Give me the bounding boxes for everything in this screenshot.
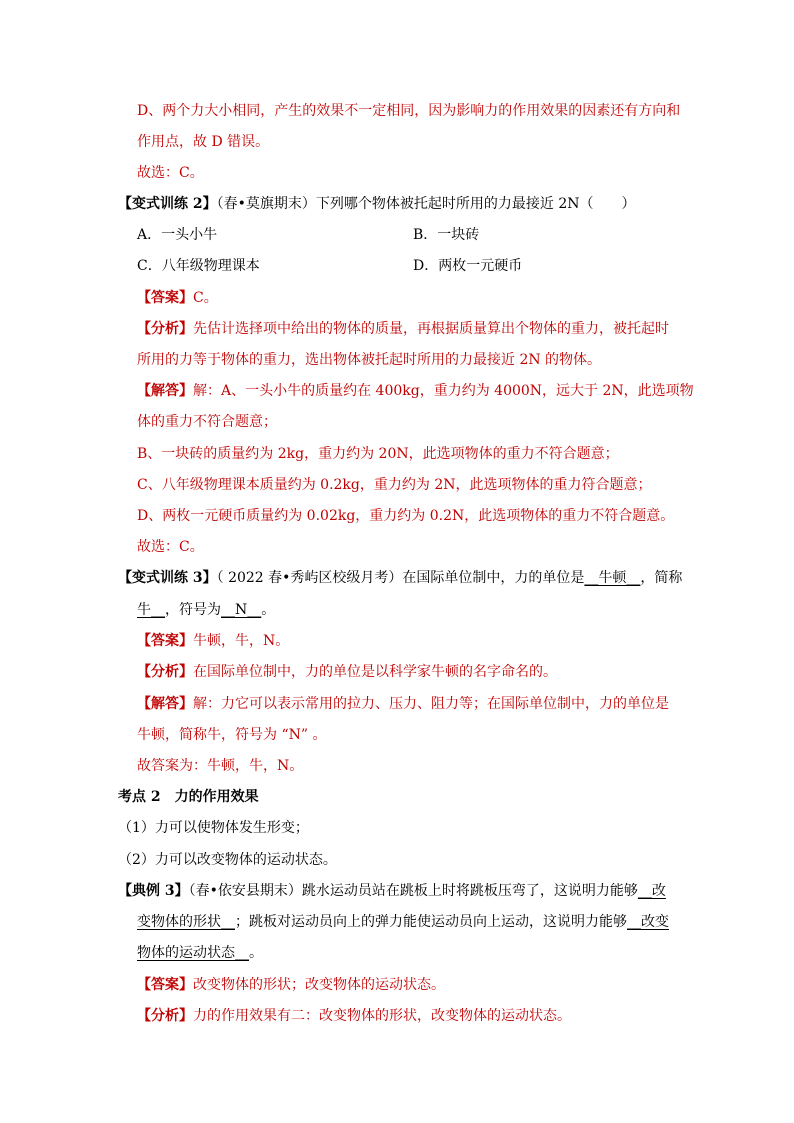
answer-2 <box>137 288 218 308</box>
question-3-stem-line2 <box>137 600 275 620</box>
choose-statement-2: 故选：C。 <box>137 539 204 555</box>
solution-2-c: C、八年级物理课本质量约为 0.2kg，重力约为 2N，此选项物体的重力符合题意； <box>137 477 652 493</box>
option-d-explanation-line1: D、两个力大小相同，产生的效果不一定相同，因为影响力的作用效果的因素还有方向和 <box>137 103 681 119</box>
answer-text: 改变物体的形状；改变物体的运动状态。 <box>193 977 445 993</box>
solution-3-line1 <box>137 694 669 714</box>
answer-text: C。 <box>193 290 218 306</box>
question-2-label: 【变式训练 2】 <box>118 196 217 212</box>
analysis-text: 在国际单位制中，力的单位是以科学家牛顿的名字命名的。 <box>193 664 557 680</box>
solution-tag: 【解答】 <box>137 696 193 712</box>
solution-2-b: B、一块砖的质量约为 2kg，重力约为 20N，此选项物体的重力不符合题意； <box>137 446 619 462</box>
option-d-explanation-line2: 作用点，故 D 错误。 <box>137 134 270 150</box>
solution-3-line2: 牛顿，简称牛，符号为 “N” 。 <box>137 727 327 743</box>
question-2-stem <box>118 194 636 214</box>
choose-statement-1: 故选：C。 <box>137 165 204 181</box>
question-3-stem-line1 <box>118 568 682 588</box>
example-3-line3 <box>137 943 263 963</box>
example-3-text-a: （春•依安县期末）跳水运动员站在跳板上时将跳板压弯了，这说明力能够 <box>188 883 638 899</box>
answer-text: 牛顿，牛，N。 <box>193 633 290 649</box>
solution-2-line1 <box>137 381 694 401</box>
answer-example-3 <box>137 975 445 995</box>
blank-answer-1: __牛顿__ <box>584 570 641 586</box>
question-3-text-d: 。 <box>261 602 276 618</box>
analysis-3 <box>137 662 557 682</box>
example-3-blank-2b: 物体的运动状态__ <box>137 945 249 961</box>
example-3-text-c: 。 <box>249 945 263 961</box>
option-b: B．一块砖 <box>413 227 480 243</box>
answer-tag: 【答案】 <box>137 290 193 306</box>
blank-answer-3: __N__ <box>221 602 262 618</box>
question-3-label: 【变式训练 3】 <box>118 570 217 586</box>
blank-answer-2: 牛__ <box>137 602 165 618</box>
example-3-blank-2a: __改变 <box>627 914 669 930</box>
option-a: A．一头小牛 <box>137 227 218 243</box>
question-3-text-c: ，符号为 <box>165 602 221 618</box>
answer-3 <box>137 631 289 651</box>
analysis-tag: 【分析】 <box>137 664 193 680</box>
analysis-tag: 【分析】 <box>137 1008 193 1024</box>
final-answer-3: 故答案为：牛顿，牛，N。 <box>137 758 304 774</box>
analysis-2-line2: 所用的力等于物体的重力，选出物体被托起时所用的力最接近 2N 的物体。 <box>137 352 602 368</box>
section-heading-kaodian-2: 考点 2 力的作用效果 <box>118 789 259 805</box>
analysis-text: 力的作用效果有二：改变物体的形状，改变物体的运动状态。 <box>193 1008 571 1024</box>
analysis-example-3 <box>137 1006 571 1026</box>
analysis-text: 先估计选择项中给出的物体的质量，再根据质量算出个物体的重力，被托起时 <box>193 321 669 337</box>
example-3-blank-1a: __改 <box>637 883 666 899</box>
example-3-label: 【典例 3】 <box>118 883 189 899</box>
example-3-line2 <box>137 912 669 932</box>
solution-text: 解：力它可以表示常用的拉力、压力、阻力等；在国际单位制中，力的单位是 <box>193 696 669 712</box>
question-2-text: （春•莫旗期末）下列哪个物体被托起时所用的力最接近 2N（ ） <box>216 196 636 212</box>
solution-2-d: D、两枚一元硬币质量约为 0.02kg，重力约为 0.2N，此选项物体的重力不符合题意。 <box>137 508 675 524</box>
option-d: D．两枚一元硬币 <box>413 258 523 274</box>
analysis-tag: 【分析】 <box>137 321 193 337</box>
example-3-line1 <box>118 881 666 901</box>
question-3-text-b: ，简称 <box>640 570 683 586</box>
kaodian-2-item-2: （2）力可以改变物体的运动状态。 <box>118 852 337 868</box>
analysis-2-line1 <box>137 319 669 339</box>
example-3-blank-1b: 变物体的形状__ <box>137 914 235 930</box>
option-c: C．八年级物理课本 <box>137 258 260 274</box>
solution-2-line2: 体的重力不符合题意； <box>137 414 277 430</box>
answer-tag: 【答案】 <box>137 977 193 993</box>
solution-tag: 【解答】 <box>137 383 193 399</box>
kaodian-2-item-1: （1）力可以使物体发生形变； <box>118 820 309 836</box>
example-3-text-b: ；跳板对运动员向上的弹力能使运动员向上运动，这说明力能够 <box>235 914 627 930</box>
answer-tag: 【答案】 <box>137 633 193 649</box>
solution-text: 解：A、一头小牛的质量约在 400kg，重力约为 4000N，远大于 2N，此选项物 <box>193 383 694 399</box>
question-3-text-a: （ 2022 春•秀屿区校级月考）在国际单位制中，力的单位是 <box>216 570 585 586</box>
